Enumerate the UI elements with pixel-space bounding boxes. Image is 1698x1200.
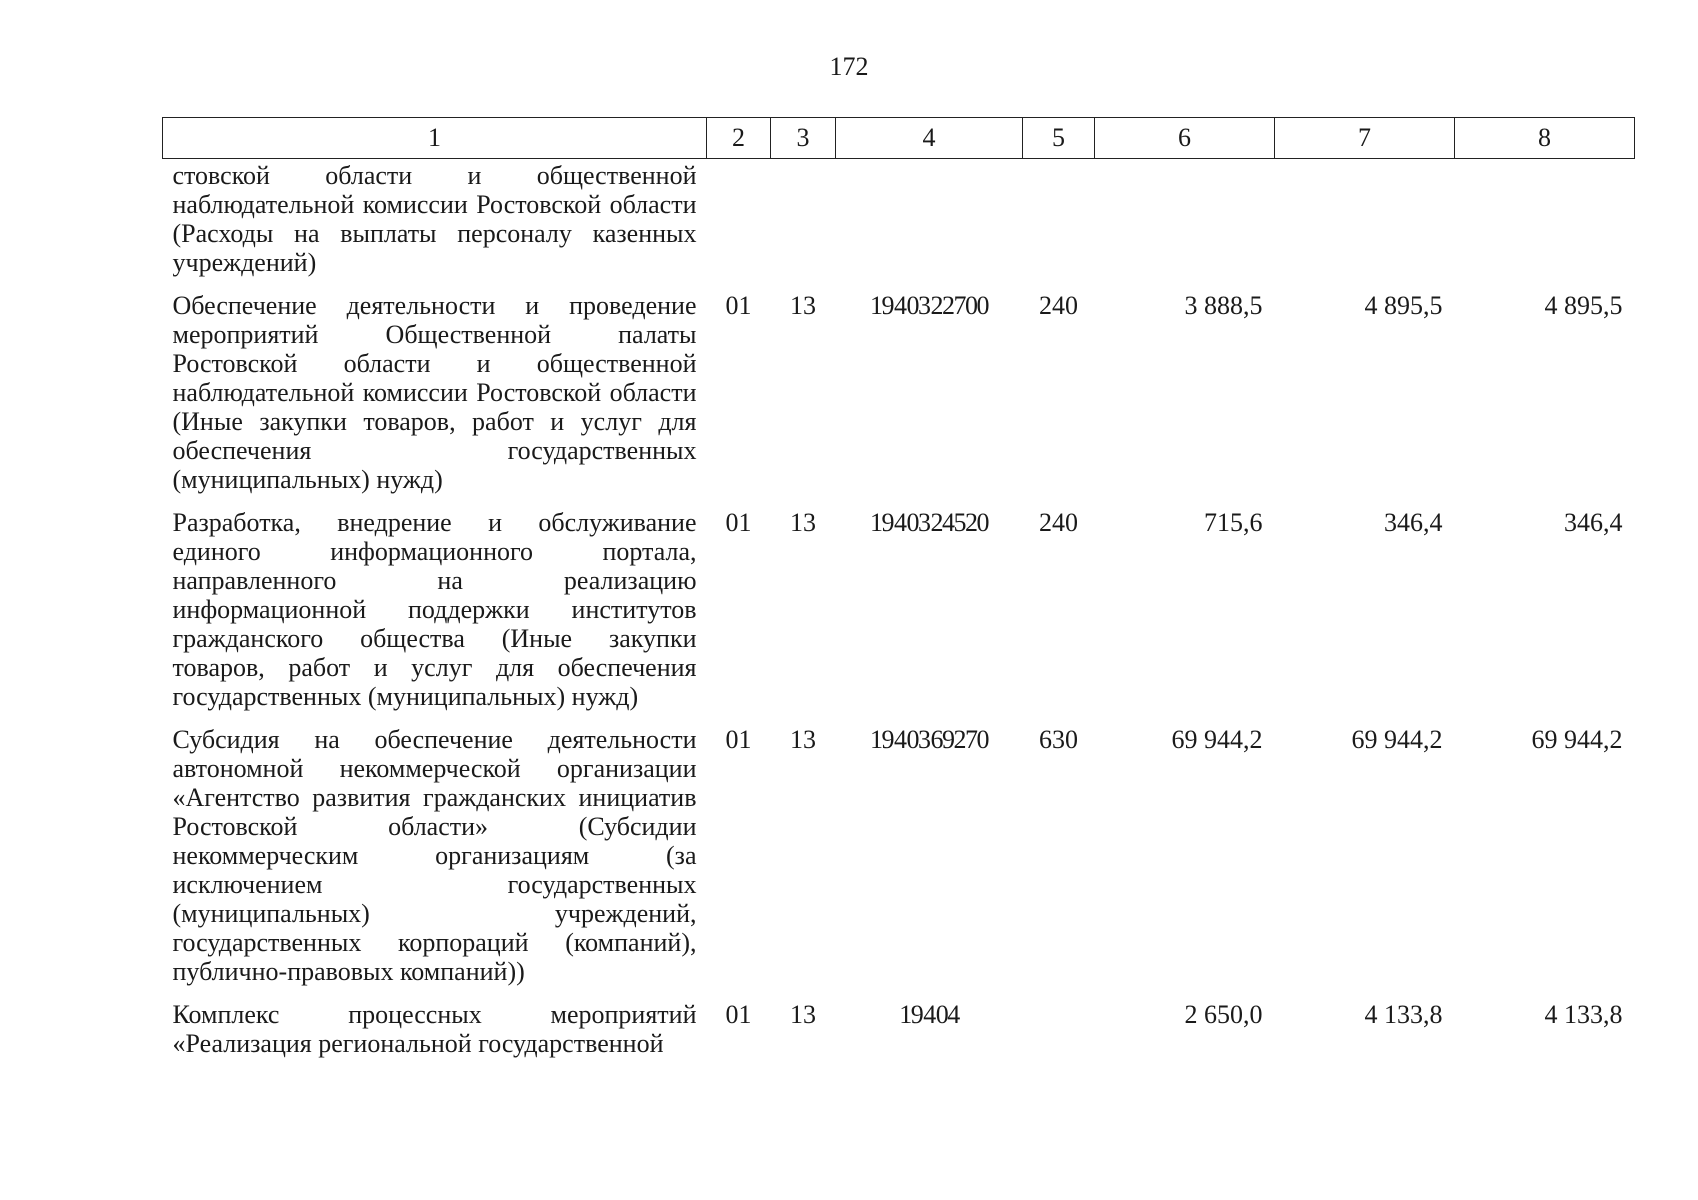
header-col-8: 8	[1455, 118, 1635, 159]
row-description: Комплекс процессных мероприятий «Реализация региональной государственной	[172, 1000, 697, 1058]
row-expense-type	[1023, 986, 1095, 1058]
row-expense-type	[1023, 159, 1095, 278]
row-subsection: 13	[790, 1000, 816, 1029]
row-amount-col6: 715,6	[1204, 508, 1263, 537]
row-section: 01	[725, 291, 752, 320]
table-row	[163, 711, 1635, 986]
page-number: 172	[829, 52, 869, 81]
row-target-code: 19 4 03 22700	[870, 291, 988, 320]
row-amount-col6	[1095, 159, 1275, 278]
row-description: Обеспечение деятельности и проведение мероприятий Общественной палаты Ростовской области и общественной наблюдательной комиссии Ростовской области (Иные закупки товаров, работ и услуг для обеспечения государственных (муниципальных) нужд)	[172, 291, 697, 494]
header-col-3: 3	[771, 118, 836, 159]
row-amount-col6: 2 650,0	[1184, 1000, 1263, 1029]
row-amount-col6: 69 944,2	[1171, 725, 1263, 754]
row-amount-col7: 346,4	[1384, 508, 1443, 537]
row-description: Субсидия на обеспечение деятельности автономной некоммерческой организации «Агентство развития гражданских инициатив Ростовской области» (Субсидии некоммерческим организациям (за исключением государственных (муниципальных) учреждений, государственных корпораций (компаний), публично-правовых компаний))	[172, 725, 697, 986]
row-amount-col6: 3 888,5	[1184, 291, 1263, 320]
row-target-code	[836, 159, 1023, 278]
row-amount-col7	[1275, 159, 1455, 278]
row-section: 01	[725, 508, 752, 537]
row-subsection: 13	[790, 725, 816, 754]
row-amount-col7: 69 944,2	[1351, 725, 1443, 754]
header-col-7: 7	[1275, 118, 1455, 159]
row-expense-type: 240	[1039, 291, 1078, 320]
table-row	[163, 494, 1635, 711]
row-description: Разработка, внедрение и обслуживание единого информационного портала, направленного на реализацию информационной поддержки институтов гражданского общества (Иные закупки товаров, работ и услуг для обеспечения государственных (муниципальных) нужд)	[172, 508, 697, 711]
row-subsection: 13	[790, 291, 816, 320]
header-col-2: 2	[707, 118, 771, 159]
table-row	[163, 986, 1635, 1058]
header-col-6: 6	[1095, 118, 1275, 159]
row-section: 01	[725, 725, 752, 754]
table-header	[163, 118, 1635, 159]
header-col-4: 4	[836, 118, 1023, 159]
table-row	[163, 277, 1635, 494]
row-amount-col8: 4 895,5	[1544, 291, 1623, 320]
row-expense-type: 630	[1039, 725, 1078, 754]
table-body	[163, 159, 1635, 1059]
row-amount-col8	[1455, 159, 1635, 278]
header-col-1: 1	[163, 118, 707, 159]
row-amount-col7: 4 133,8	[1364, 1000, 1443, 1029]
row-target-code: 19 4 03 24520	[870, 508, 988, 537]
header-col-5: 5	[1023, 118, 1095, 159]
row-target-code: 19 4 03 69270	[870, 725, 988, 754]
table-row	[163, 159, 1635, 278]
row-section: 01	[725, 1000, 752, 1029]
row-amount-col7: 4 895,5	[1364, 291, 1443, 320]
row-amount-col8: 346,4	[1564, 508, 1623, 537]
header-row	[163, 118, 1635, 159]
row-subsection	[771, 159, 836, 278]
budget-table	[162, 117, 1635, 1058]
row-amount-col8: 4 133,8	[1544, 1000, 1623, 1029]
row-description: стовской области и общественной наблюдательной комиссии Ростовской области (Расходы на выплаты персоналу казенных учреждений)	[172, 161, 697, 277]
row-section	[707, 159, 771, 278]
row-target-code: 19 4 04	[899, 1000, 959, 1029]
row-amount-col8: 69 944,2	[1531, 725, 1623, 754]
row-expense-type: 240	[1039, 508, 1078, 537]
row-subsection: 13	[790, 508, 816, 537]
